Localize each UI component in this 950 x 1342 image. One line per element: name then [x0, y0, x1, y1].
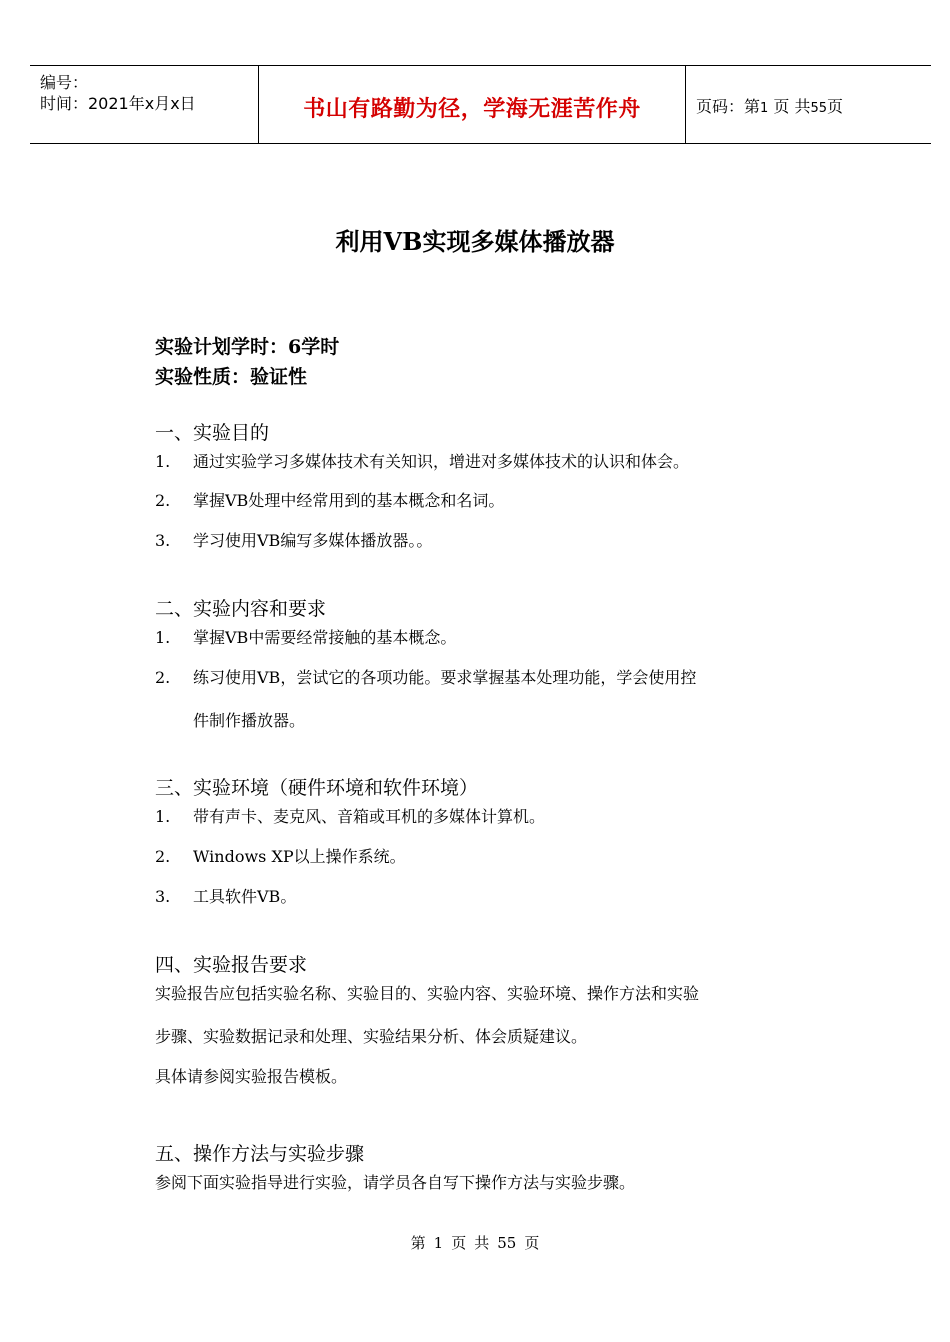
list-item-text: 通过实验学习多媒体技术有关知识，增进对多媒体技术的认识和体会。 — [193, 452, 690, 471]
paragraph-line: 实验报告应包括实验名称、实验目的、实验内容、实验环境、操作方法和实验 — [155, 984, 700, 1003]
header-motto: 书山有路勤为径，学海无涯苦作舟 — [303, 97, 641, 122]
footer-prefix: 第 — [410, 1234, 426, 1252]
section-heading-environment: 三、实验环境（硬件环境和软件环境） — [155, 777, 479, 799]
list-item-number: 1. — [155, 452, 171, 471]
list-item-number: 1. — [155, 807, 171, 826]
header-info-cell — [30, 66, 259, 143]
list-item — [155, 804, 545, 827]
list-item-text: 掌握VB处理中经常用到的基本概念和名词。 — [193, 491, 505, 510]
list-item-number: 2. — [155, 847, 171, 866]
page-footer — [0, 1232, 950, 1253]
section-heading-content: 二、实验内容和要求 — [155, 598, 327, 620]
list-item-number: 2. — [155, 668, 171, 687]
doc-number-label: 编号： — [40, 73, 89, 92]
list-item-number: 1. — [155, 628, 171, 647]
document-title: 利用VB实现多媒体播放器 — [335, 227, 615, 256]
header-page-total: 55 — [810, 101, 828, 116]
list-item-continuation: 件制作播放器。 — [193, 711, 306, 730]
footer-page-current: 1 — [433, 1234, 444, 1252]
list-item-text: 带有声卡、麦克风、音箱或耳机的多媒体计算机。 — [193, 807, 546, 826]
list-item-number: 2. — [155, 491, 171, 510]
list-item-text: 学习使用VB编写多媒体播放器。。 — [193, 531, 433, 550]
header-page-middle: 页 共 — [773, 97, 811, 116]
page-header — [30, 65, 931, 144]
doc-date-label: 时间：2021年x月x日 — [40, 94, 196, 113]
paragraph-line: 具体请参阅实验报告模板。 — [155, 1067, 348, 1086]
list-item-text: Windows XP以上操作系统。 — [193, 847, 406, 866]
section-heading-procedure: 五、操作方法与实验步骤 — [155, 1143, 365, 1165]
footer-middle1: 页 — [451, 1234, 467, 1252]
list-item-number: 3. — [155, 887, 171, 906]
list-item-text: 工具软件VB。 — [193, 887, 297, 906]
list-item-text: 练习使用VB，尝试它的各项功能。要求掌握基本处理功能，学会使用控 — [193, 668, 697, 687]
section-heading-objectives: 一、实验目的 — [155, 422, 270, 444]
header-page-indicator — [696, 94, 843, 117]
list-item — [155, 625, 456, 648]
experiment-nature: 实验性质：验证性 — [155, 366, 308, 388]
list-item — [155, 884, 296, 907]
header-page-suffix: 页 — [827, 97, 844, 116]
header-page-prefix: 页码：第 — [696, 97, 761, 116]
section-heading-report: 四、实验报告要求 — [155, 954, 308, 976]
header-page-cell — [686, 66, 931, 143]
list-item — [155, 844, 406, 867]
list-item — [155, 449, 689, 472]
list-item — [155, 665, 696, 688]
header-page-current: 1 — [760, 101, 769, 116]
list-item — [155, 528, 432, 551]
list-item — [155, 488, 504, 511]
list-item-text: 掌握VB中需要经常接触的基本概念。 — [193, 628, 457, 647]
list-item-number: 3. — [155, 531, 171, 550]
footer-suffix: 页 — [524, 1234, 540, 1252]
paragraph-line: 参阅下面实验指导进行实验，请学员各自写下操作方法与实验步骤。 — [155, 1173, 636, 1192]
footer-page-total: 55 — [497, 1234, 517, 1252]
header-motto-cell — [259, 66, 686, 143]
paragraph-line: 步骤、实验数据记录和处理、实验结果分析、体会质疑建议。 — [155, 1027, 588, 1046]
footer-middle2: 共 — [474, 1234, 490, 1252]
experiment-hours: 实验计划学时：6学时 — [155, 336, 340, 358]
